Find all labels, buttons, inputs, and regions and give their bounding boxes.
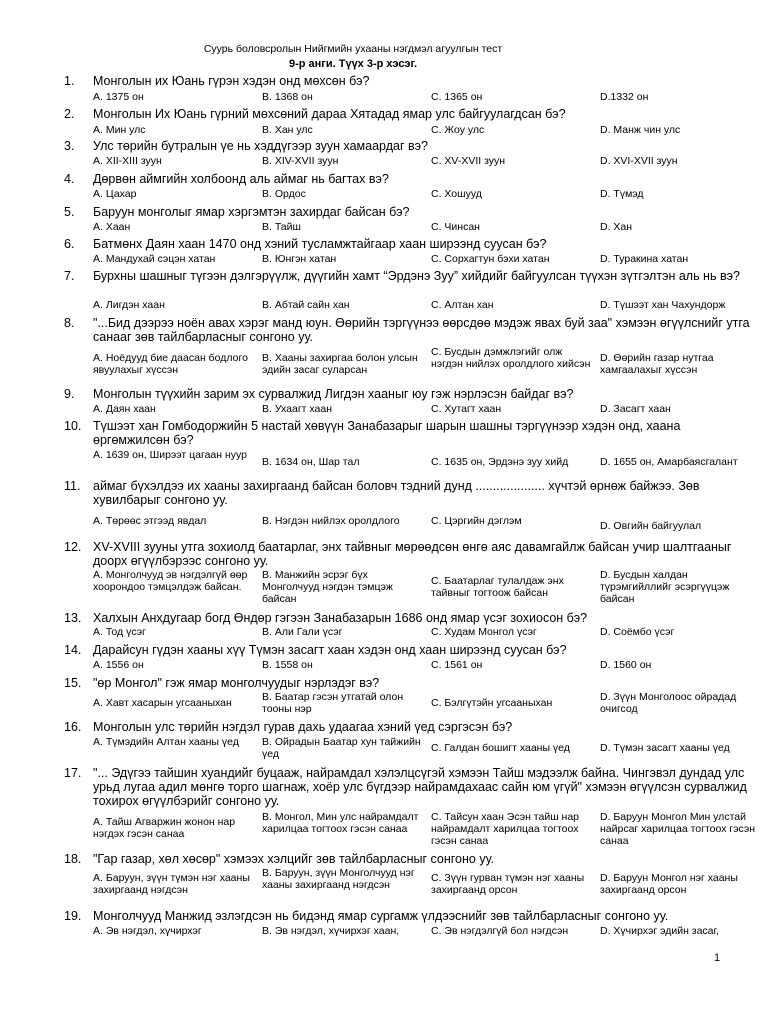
option-a: А. Хаан: [93, 221, 131, 233]
question-text: Монголчууд Манжид эзлэгдсэн нь бидэнд ямар сургамж үлдээснийг зөв тайлбарласныг сонгоно уу.: [93, 909, 669, 923]
option-c: С. Галдан бошигт хааны үед: [431, 742, 570, 754]
option-c: С. Баатарлаг тулалдаж энх тайвныг тогтоож байсан: [431, 575, 564, 599]
question-text: Түшээт хан Гомбодоржийн 5 настай хөвүүн Занабазарыг шарын шашны тэргүүнээр хэдэн онд, хаана өргөмжилсөн бэ?: [93, 419, 681, 447]
option-a: А. Түмэдийн Алтан хааны үед: [93, 736, 239, 748]
option-d: D. Түмэд: [600, 188, 644, 200]
option-c: С. Сорхагтун бэхи хатан: [431, 253, 550, 265]
option-b: В. Манжийн эсрэг бүх Монголчууд нэгдэн тэмцэж байсан: [262, 569, 393, 605]
option-b: В. Ойрадын Баатар хун тайжийн үед: [262, 736, 421, 760]
question-text: Монголын түүхийн зарим эх сурвалжид Лигдэн хааныг юу гэж нэрлэсэн байдаг вэ?: [93, 387, 574, 401]
option-d: D. 1655 он, Амарбаясгалант: [600, 456, 738, 468]
option-b: В. Хан улс: [262, 124, 313, 136]
test-header-subtitle: 9-р анги. Түүх 3-р хэсэг.: [288, 58, 418, 70]
option-b: В. Баатар гэсэн утгатай олон тооны нэр: [262, 691, 404, 715]
question-number: 14.: [64, 643, 82, 657]
option-d: D. Зүүн Монголоос ойрадад очигсод: [600, 691, 737, 715]
option-a: А. 1375 он: [93, 91, 144, 103]
question-text: Халхын Анхдугаар богд Өндөр гэгээн Занабазарын 1686 онд ямар үсэг зохиосон бэ?: [93, 611, 588, 625]
question-text: Дарайсун гүдэн хааны хүү Түмэн засагт хаан хэдэн онд хаан ширээнд суусан бэ?: [93, 643, 567, 657]
option-c: С. Зүүн гурван түмэн нэг хааны захиргаанд орсон: [431, 872, 585, 896]
question-number: 12.: [64, 540, 82, 554]
option-c: С. Бэлгүтэйн угсааныхан: [431, 697, 553, 709]
option-c: С. Эв нэгдэлгүй бол нэгдсэн: [431, 925, 569, 937]
option-a: А. XII-XIII зуун: [93, 155, 162, 167]
question-number: 15.: [64, 676, 82, 690]
option-a: А. Цахар: [93, 188, 137, 200]
question-text: Монголын улс төрийн нэгдэл гурав дахь удаагаа хэний үед сэргэсэн бэ?: [93, 720, 513, 734]
question-number: 7.: [64, 269, 75, 283]
question-number: 13.: [64, 611, 82, 625]
option-d: D.1332 он: [600, 91, 649, 103]
option-d: D. Баруун Монгол Мин улстай найрсаг харилцаа тогтоох гэсэн санаа: [600, 811, 756, 847]
option-a: А. Төрөөс этгээд явдал: [93, 515, 207, 527]
question-text: Улс төрийн бутралын үе нь хэддүгээр зуун хамаардаг вэ?: [93, 139, 428, 153]
option-b: В. Эв нэгдэл, хүчирхэг хаан,: [262, 925, 400, 937]
question-text: Монголын Их Юань гүрний мөхсөний дараа Хятадад ямар улс байгуулагдсан бэ?: [93, 107, 566, 121]
option-c: С. 1365 он: [431, 91, 483, 103]
option-d: D. Түмэн засагт хааны үед: [600, 742, 730, 754]
question-number: 10.: [64, 419, 82, 433]
option-b: В. Али Гали үсэг: [262, 626, 343, 638]
question-number: 18.: [64, 852, 82, 866]
question-text: Монголын их Юань гүрэн хэдэн онд мөхсөн бэ?: [93, 74, 370, 88]
option-a: А. 1556 он: [93, 659, 144, 671]
question-number: 6.: [64, 237, 75, 251]
option-b: В. Тайш: [262, 221, 301, 233]
option-a: А. Мандухай сэцэн хатан: [93, 253, 216, 265]
option-c: С. Цэргийн дэглэм: [431, 515, 522, 527]
option-b: В. Юнгэн хатан: [262, 253, 337, 265]
option-a: А. Тайш Агваржин жонон нар нэгдэх гэсэн санаа: [93, 816, 236, 840]
question-text: "...Бид дээрээ ноён авах хэрэг манд юун. Өөрийн тэргүүнээ өөрсдөө мэдэж явах буй заа" хэмээн өгүүлснийг утга санааг зөв тайлбарласныг сонгоно уу.: [93, 316, 750, 344]
option-a: А. Баруун, зүүн түмэн нэг хааны захиргаанд нэгдсэн: [93, 872, 250, 896]
option-b: В. 1558 он: [262, 659, 313, 671]
option-b: В. XIV-XVII зуун: [262, 155, 339, 167]
option-d: D. Соёмбо үсэг: [600, 626, 675, 638]
question-text: XV-XVIII зууны утга зохиолд баатарлаг, энх тайвныг мөрөөдсөн өнгө аяс давамгайлж байсан учир шалтгааныг доорх өгүүлбэрээс сонгоно уу.: [93, 540, 732, 568]
question-text: Баруун монголыг ямар хэргэмтэн захирдаг байсан бэ?: [93, 205, 410, 219]
option-c: С. Чинсан: [431, 221, 480, 233]
option-a: А. Тод үсэг: [93, 626, 146, 638]
option-a: А. Эв нэгдэл, хүчирхэг: [93, 925, 202, 937]
option-d: D. Хүчирхэг эдийн засаг,: [600, 925, 719, 937]
option-d: D. Өөрийн газар нутгаа хамгаалахыг хүссэн: [600, 352, 714, 376]
option-d: D. Туракина хатан: [600, 253, 689, 265]
option-c: С. Хутагт хаан: [431, 403, 502, 415]
question-text: Батмөнх Даян хаан 1470 онд хэний тусламжтайгаар хаан ширээнд суусан бэ?: [93, 237, 547, 251]
option-d: D. Бусдын халдан түрэмгийллийг эсэргүүцэж байсан: [600, 569, 730, 605]
question-number: 8.: [64, 316, 75, 330]
option-c: С. Хошууд: [431, 188, 482, 200]
option-b: В. Ухаагт хаан: [262, 403, 333, 415]
question-number: 3.: [64, 139, 75, 153]
option-a: А. Мин улс: [93, 124, 146, 136]
option-b: В. Баруун, зүүн Монголчууд нэг хааны захиргаанд нэгдсэн: [262, 867, 415, 891]
option-b: В. Нэгдэн нийлэх оролдлого: [262, 515, 400, 527]
option-b: В. Абтай сайн хан: [262, 299, 350, 311]
test-header-title: Суурь боловсролын Нийгмийн ухааны нэгдмэл агуулгын тест: [203, 43, 503, 55]
question-number: 11.: [64, 479, 81, 493]
question-number: 17.: [64, 766, 82, 780]
question-number: 5.: [64, 205, 75, 219]
option-c: С. Худам Монгол үсэг: [431, 626, 537, 638]
option-d: D. 1560 он: [600, 659, 652, 671]
question-number: 9.: [64, 387, 75, 401]
option-a: А. Хавт хасарын угсааныхан: [93, 697, 232, 709]
option-d: D. Засагт хаан: [600, 403, 671, 415]
option-a: А. Даян хаан: [93, 403, 156, 415]
option-a: А. 1639 он, Ширээт цагаан нуур: [93, 449, 247, 461]
option-c: С. Бусдын дэмжлэгийг олж нэгдэн нийлэх оролдлого хийсэн: [431, 346, 591, 370]
question-text: "өр Монгол" гэж ямар монголчуудыг нэрлэдэг вэ?: [93, 676, 380, 690]
option-d: D. XVI-XVII зуун: [600, 155, 678, 167]
question-number: 16.: [64, 720, 82, 734]
option-c: С. 1561 он: [431, 659, 483, 671]
question-number: 2.: [64, 107, 75, 121]
option-a: А. Лигдэн хаан: [93, 299, 165, 311]
question-text: аймаг бүхэлдээ их хааны захиргаанд байсан боловч тэдний дунд .................... хүчтэй өрнөж байжээ. Зөв хувилбарыг сонгоно уу.: [93, 479, 700, 507]
option-d: D. Манж чин улс: [600, 124, 681, 136]
option-c: С. XV-XVII зуун: [431, 155, 506, 167]
option-d: D. Баруун Монгол нэг хааны захиргаанд орсон: [600, 872, 738, 896]
question-text: Дөрвөн аймгийн холбоонд аль аймаг нь багтах вэ?: [93, 172, 389, 186]
option-b: В. Хааны захиргаа болон улсын эдийн засаг суларсан: [262, 352, 418, 376]
option-c: С. Тайсун хаан Эсэн тайш нар найрамдалт харилцаа тогтоох гэсэн санаа: [431, 811, 580, 847]
option-c: С. Алтан хан: [431, 299, 494, 311]
option-b: В. 1368 он: [262, 91, 313, 103]
question-text: Бурхны шашныг түгээн дэлгэрүүлж, дүүгийн хамт “Эрдэнэ Зуу” хийдийг байгуулсан түүхэн зүтгэлтэн аль нь вэ?: [93, 269, 740, 283]
option-b: В. 1634 он, Шар тал: [262, 456, 360, 468]
option-c: С. Жоу улс: [431, 124, 485, 136]
question-number: 4.: [64, 172, 75, 186]
question-text: "... Эдүгээ тайшин хуандийг буцааж, найрамдал хэлэлцсүгэй хэмээн Тайш мэдээлж байна. Чингэвэл дундад улс урьд лугаа адил мөнгө торго шагнаж, хоёр улс бүгдээр найрамдахаас сайн юм үгүй" хэмээн өгүүлсэн сурвалжид тохирох өгүүлбэрийг сонгоно уу.: [93, 766, 747, 808]
option-d: D. Хан: [600, 221, 633, 233]
option-d: D. Овгийн байгуулал: [600, 520, 702, 532]
question-number: 1.: [64, 74, 75, 88]
option-b: В. Монгол, Мин улс найрамдалт харилцаа тогтоох гэсэн санаа: [262, 811, 419, 835]
option-a: А. Монголчууд эв нэгдэлгүй өөр хоорондоо тэмцэлдэж байсан.: [93, 569, 248, 593]
page-number: 1: [714, 952, 721, 964]
question-text: "Гар газар, хөл хөсөр" хэмээх хэлцийг зөв тайлбарласныг сонгоно уу.: [93, 852, 495, 866]
option-d: D. Түшээт хан Чахундорж: [600, 299, 726, 311]
option-b: В. Ордос: [262, 188, 306, 200]
option-c: С. 1635 он, Эрдэнэ зуу хийд: [431, 456, 569, 468]
option-a: А. Ноёдууд бие даасан бодлого явуулахыг хүссэн: [93, 352, 248, 376]
question-number: 19.: [64, 909, 82, 923]
